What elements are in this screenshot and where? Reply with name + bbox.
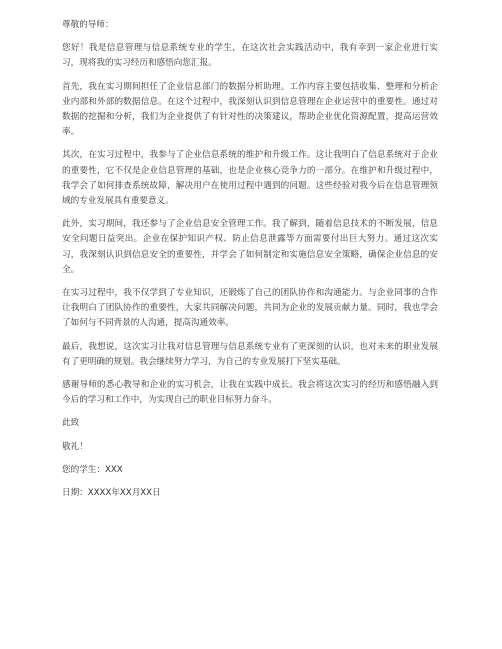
letter-date: 日期：XXXX年XX月XX日 xyxy=(62,488,161,499)
letter-paragraph-intro: 您好！我是信息管理与信息系统专业的学生，在这次社会实践活动中，我有幸到一家企业进行实习，现将我的实习经历和感悟向您汇报。 xyxy=(62,43,438,69)
letter-paragraph-thanks: 感谢导师的悉心教导和企业的实习机会，让我在实践中成长。我会将这次实习的经历和感悟融入到今后的学习和工作中，为实现自己的职业目标努力奋斗。 xyxy=(62,380,438,406)
letter-paragraph-conclusion: 最后，我想说，这次实习让我对信息管理与信息系统专业有了更深刻的认识，也对未来的职业发展有了更明确的规划。我会继续努力学习，为自己的专业发展打下坚实基础。 xyxy=(62,341,438,367)
letter-closing-line1: 此致 xyxy=(62,418,80,429)
letter-paragraph-data-analysis: 首先，我在实习期间担任了企业信息部门的数据分析助理。工作内容主要包括收集、整理和分析企业内部和外部的数据信息。在这个过程中，我深刻认识到信息管理在企业运营中的重要性。通过对数据的挖掘和分析，我们为企业提供了有针对性的决策建议，帮助企业优化资源配置，提高运营效率。 xyxy=(62,81,438,138)
letter-closing-line2: 敬礼！ xyxy=(62,441,88,452)
letter-signature: 您的学生：XXX xyxy=(62,464,123,475)
letter-salutation: 尊敬的导师： xyxy=(62,20,114,30)
letter-paragraph-security: 此外，实习期间，我还参与了企业信息安全管理工作。我了解到，随着信息技术的不断发展，信息安全问题日益突出。企业在保护知识产权、防止信息泄露等方面需要付出巨大努力。通过这次实习，我深刻认识到信息安全的重要性，并学会了如何制定和实施信息安全策略，确保企业信息的安全。 xyxy=(62,219,438,275)
letter-paragraph-teamwork: 在实习过程中，我不仅学到了专业知识，还锻炼了自己的团队协作和沟通能力。与企业同事的合作让我明白了团队协作的重要性，大家共同解决问题，共同为企业的发展贡献力量。同时，我也学会了如何与不同背景的人沟通，提高沟通效率。 xyxy=(62,288,438,329)
letter-paragraph-system-maintenance: 其次，在实习过程中，我参与了企业信息系统的维护和升级工作。这让我明白了信息系统对于企业的重要性，它不仅是企业信息管理的基础，也是企业核心竞争力的一部分。在维护和升级过程中，我学会了如何排查系统故障，解决用户在使用过程中遇到的问题。这些经验对我今后在信息管理领域的专业发展具有重要意义。 xyxy=(62,150,438,207)
letter-body xyxy=(62,18,438,509)
